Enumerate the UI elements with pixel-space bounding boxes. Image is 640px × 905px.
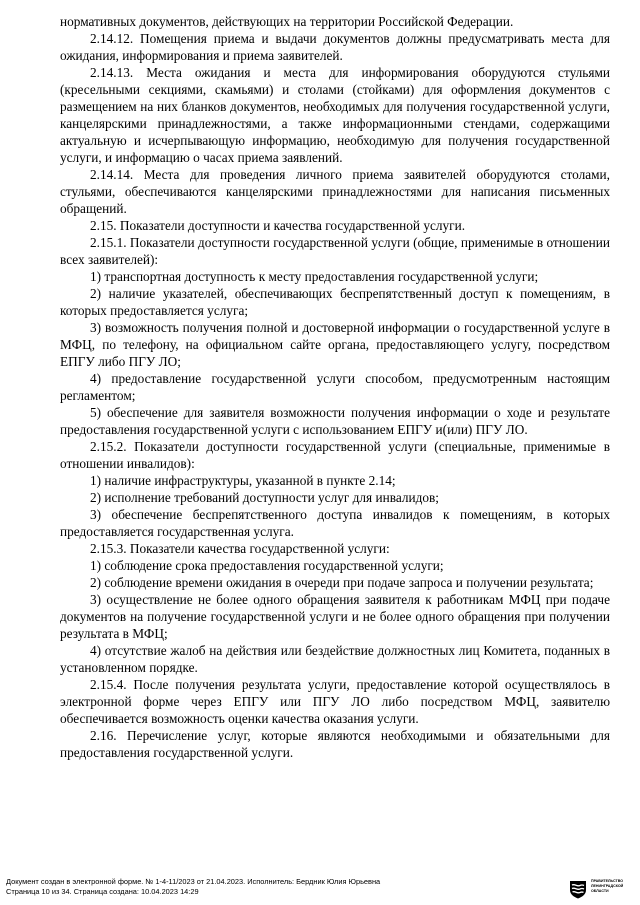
paragraph: 1) соблюдение срока предоставления государственной услуги; — [90, 558, 444, 573]
footer-document-info: Документ создан в электронной форме. № 1-4-11/2023 от 21.04.2023. Исполнитель: Бердник Юлия Юрьевна — [6, 877, 381, 886]
paragraph: 2.15.4. После получения результата услуги, предоставление которой осуществлялось в электронной форме через ЕПГУ или ПГУ ЛО либо посредством МФЦ, заявителю обеспечивается возможность оценки качества оказания услуги. — [60, 677, 610, 726]
paragraph: 2) наличие указателей, обеспечивающих беспрепятственный доступ к помещениям, в которых предоставляется услуга; — [60, 286, 610, 318]
paragraph: 2.14.12. Помещения приема и выдачи документов должны предусматривать места для ожидания, информирования и приема заявителей. — [60, 31, 610, 63]
paragraph: 1) наличие инфраструктуры, указанной в пункте 2.14; — [90, 473, 396, 488]
paragraph: 2.16. Перечисление услуг, которые являются необходимыми и обязательными для предоставления государственной услуги. — [60, 728, 610, 760]
paragraph: 3) осуществление не более одного обращения заявителя к работникам МФЦ при подаче документов на получение государственной услуги и не более одного обращения при получении результата в МФЦ; — [60, 592, 610, 641]
paragraph: 2) соблюдение времени ожидания в очереди при подаче запроса и получении результата; — [90, 575, 594, 590]
paragraph: нормативных документов, действующих на территории Российской Федерации. — [60, 14, 514, 29]
paragraph: 2.15. Показатели доступности и качества государственной услуги. — [90, 218, 466, 233]
paragraph: 2) исполнение требований доступности услуг для инвалидов; — [90, 490, 439, 505]
paragraph: 2.15.1. Показатели доступности государственной услуги (общие, применимые в отношении всех заявителей): — [60, 235, 610, 267]
coat-of-arms-icon — [568, 879, 588, 899]
government-logo — [568, 878, 634, 900]
footer-page-info: Страница 10 из 34. Страница создана: 10.04.2023 14:29 — [6, 887, 199, 896]
page-footer — [6, 877, 566, 897]
paragraph: 3) обеспечение беспрепятственного доступа инвалидов к помещениям, в которых предоставляется государственная услуга. — [60, 507, 610, 539]
paragraph: 2.15.2. Показатели доступности государственной услуги (специальные, применимые в отношении инвалидов): — [60, 439, 610, 471]
paragraph: 4) отсутствие жалоб на действия или бездействие должностных лиц Комитета, поданных в установленном порядке. — [60, 643, 610, 675]
logo-text: ПРАВИТЕЛЬСТВО ЛЕНИНГРАДСКОЙ ОБЛАСТИ — [591, 879, 624, 893]
paragraph: 3) возможность получения полной и достоверной информации о государственной услуге в МФЦ, по телефону, на официальном сайте органа, предоставляющего услугу, посредством ЕПГУ либо ПГУ ЛО; — [60, 320, 610, 369]
document-body — [60, 13, 610, 761]
paragraph: 1) транспортная доступность к месту предоставления государственной услуги; — [90, 269, 539, 284]
paragraph: 2.15.3. Показатели качества государственной услуги: — [90, 541, 390, 556]
paragraph: 2.14.13. Места ожидания и места для информирования оборудуются стульями (кресельными секциями, скамьями) и столами (стойками) для оформления документов с размещением на них бланков документов, необходимых для получения государственной услуги, канцелярскими принадлежностями, а также информационными стендами, содержащими актуальную и исчерпывающую информацию, необходимую для получения государственной услуги, и информацию о часах приема заявлений. — [60, 65, 610, 165]
paragraph: 5) обеспечение для заявителя возможности получения информации о ходе и результате предоставления государственной услуги с использованием ЕПГУ и(или) ПГУ ЛО. — [60, 405, 610, 437]
paragraph: 4) предоставление государственной услуги способом, предусмотренным настоящим регламентом; — [60, 371, 610, 403]
paragraph: 2.14.14. Места для проведения личного приема заявителей оборудуются столами, стульями, обеспечиваются канцелярскими принадлежностями для написания письменных обращений. — [60, 167, 610, 216]
